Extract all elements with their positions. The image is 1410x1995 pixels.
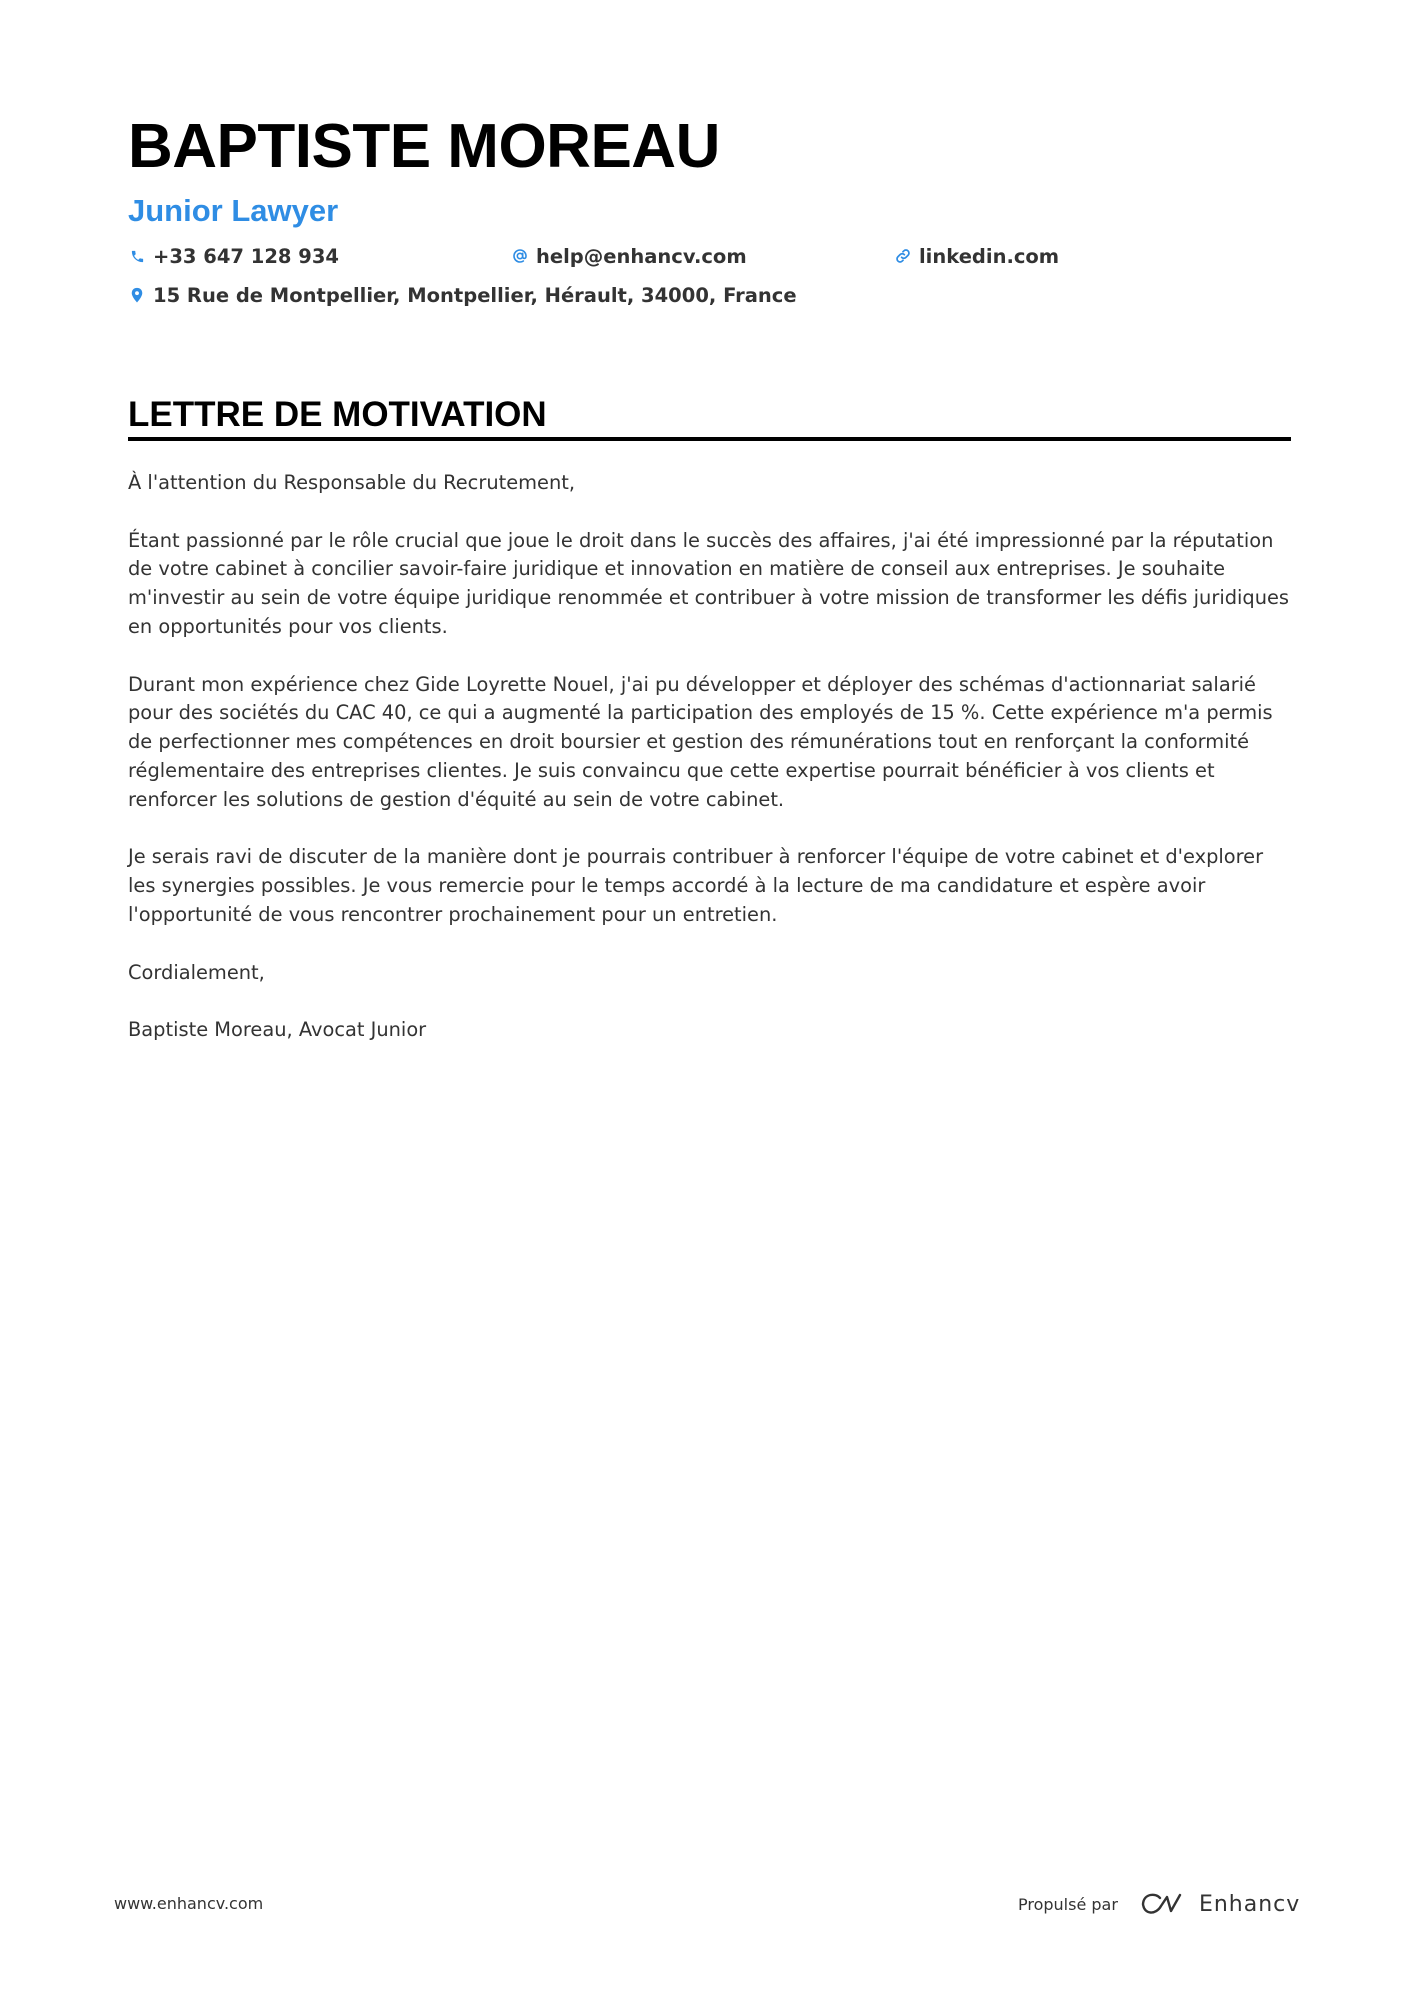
job-title: Junior Lawyer <box>128 193 339 228</box>
enhancv-logo-icon <box>1140 1891 1186 1917</box>
section-divider <box>128 437 1291 441</box>
powered-by-label: Propulsé par <box>1018 1894 1118 1914</box>
letter-salutation: À l'attention du Responsable du Recrutement, <box>128 471 576 494</box>
location-pin-icon <box>128 286 146 304</box>
phone-value: +33 647 128 934 <box>153 244 339 268</box>
contact-phone <box>128 242 339 270</box>
contact-linkedin <box>894 242 1059 270</box>
contact-email <box>511 242 747 270</box>
candidate-name: BAPTISTE MOREAU <box>128 112 720 181</box>
link-icon <box>894 247 912 265</box>
email-value: help@enhancv.com <box>536 244 747 268</box>
phone-icon <box>128 247 146 265</box>
contact-address <box>128 281 797 309</box>
footer-branding <box>1018 1889 1300 1919</box>
address-value: 15 Rue de Montpellier, Montpellier, Hérault, 34000, France <box>153 283 797 307</box>
letter-paragraph: Je serais ravi de discuter de la manière dont je pourrais contribuer à renforcer l'équipe de votre cabinet et d'explorer les synergies possibles. Je vous remercie pour le temps accordé à la lecture de ma candidature et espère avoir l'opportunité de vous rencontrer prochainement pour un entretien. <box>128 845 1264 926</box>
letter-signature: Baptiste Moreau, Avocat Junior <box>128 1018 427 1042</box>
brand-name: Enhancv <box>1198 1891 1301 1917</box>
at-icon <box>511 247 529 265</box>
footer-website[interactable]: www.enhancv.com <box>114 1894 264 1913</box>
section-title: LETTRE DE MOTIVATION <box>128 395 547 434</box>
letter-paragraph: Durant mon expérience chez Gide Loyrette Nouel, j'ai pu développer et déployer des schémas d'actionnariat salarié pour des sociétés du CAC 40, ce qui a augmenté la participation des employés de 15 %. Cette expérience m'a permis de perfectionner mes compétences en droit boursier et gestion des rémunérations tout en renforçant la conformité réglementaire des entreprises clientes. Je suis convaincu que cette expertise pourrait bénéficier à vos clients et renforcer les solutions de gestion d'équité au sein de votre cabinet. <box>128 672 1273 811</box>
letter-paragraph: Étant passionné par le rôle crucial que joue le droit dans le succès des affaires, j'ai été impressionné par la réputation de votre cabinet à concilier savoir-faire juridique et innovation en matière de conseil aux entreprises. Je souhaite m'investir au sein de votre équipe juridique renommée et contribuer à votre mission de transformer les défis juridiques en opportunités pour vos clients. <box>128 528 1290 638</box>
linkedin-value: linkedin.com <box>919 244 1060 268</box>
letter-closing: Cordialement, <box>128 960 265 984</box>
letter-body <box>128 469 1293 1074</box>
